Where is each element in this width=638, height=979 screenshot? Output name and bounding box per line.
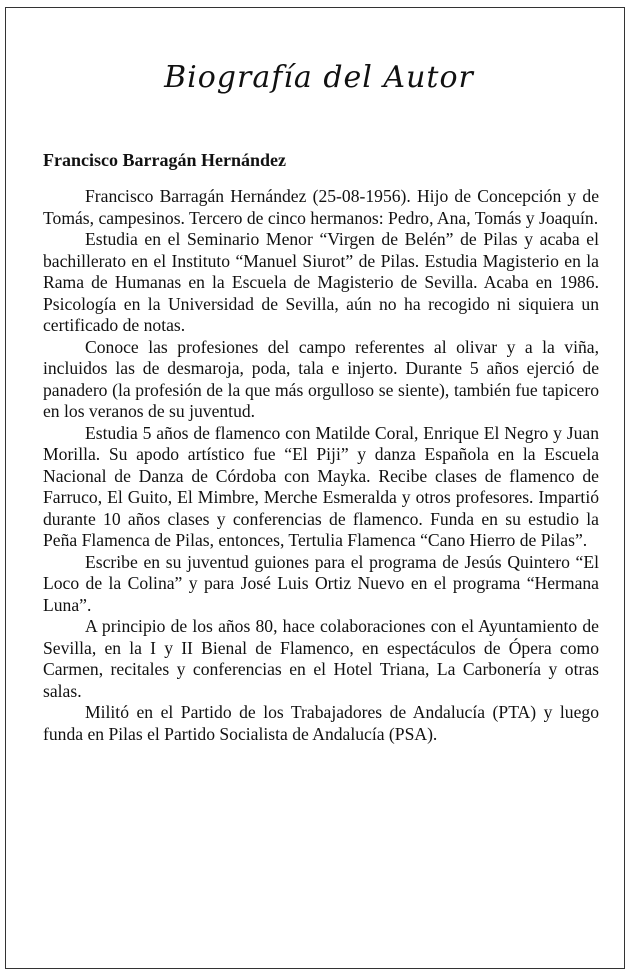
biography-paragraph: A principio de los años 80, hace colaboraciones con el Ayuntamiento de Sevilla, en la I y II Bienal de Flamenco, en espectáculos de Ópera como Carmen, recitales y conferencias en el Hotel Triana, La Carbonería y otras salas. xyxy=(43,616,599,701)
author-name-heading: Francisco Barragán Hernández xyxy=(43,150,286,170)
page-title: Biografía del Autor xyxy=(164,60,474,95)
biography-paragraph: Francisco Barragán Hernández (25-08-1956). Hijo de Concepción y de Tomás, campesinos. Tercero de cinco hermanos: Pedro, Ana, Tomás y Joaquín. xyxy=(43,186,599,228)
biography-paragraph: Conoce las profesiones del campo referentes al olivar y a la viña, incluidos las de desmaroja, poda, tala e injerto. Durante 5 años ejerció de panadero (la profesión de la que más orgulloso se siente), también fue tapicero en los veranos de su juventud. xyxy=(43,336,599,421)
biography-body xyxy=(43,186,599,745)
biography-paragraph: Escribe en su juventud guiones para el programa de Jesús Quintero “El Loco de la Colina” y para José Luis Ortiz Nuevo en el programa “Hermana Luna”. xyxy=(43,551,599,615)
biography-paragraph: Estudia 5 años de flamenco con Matilde Coral, Enrique El Negro y Juan Morilla. Su apodo artístico fue “El Piji” y danza Española en la Escuela Nacional de Danza de Córdoba con Mayka. Recibe clases de flamenco de Farruco, El Guito, El Mimbre, Merche Esmeralda y otros profesores. Impartió durante 10 años clases y conferencias de flamenco. Funda en su estudio la Peña Flamenca de Pilas, entonces, Tertulia Flamenca “Cano Hierro de Pilas”. xyxy=(43,422,599,550)
biography-paragraph: Militó en el Partido de los Trabajadores de Andalucía (PTA) y luego funda en Pilas el Partido Socialista de Andalucía (PSA). xyxy=(43,702,599,744)
biography-paragraph: Estudia en el Seminario Menor “Virgen de Belén” de Pilas y acaba el bachillerato en el Instituto “Manuel Siurot” de Pilas. Estudia Magisterio en la Rama de Humanas en la Escuela de Magisterio de Sevilla. Acaba en 1986. Psicología en la Universidad de Sevilla, aún no ha recogido ni siquiera un certificado de notas. xyxy=(43,229,599,335)
